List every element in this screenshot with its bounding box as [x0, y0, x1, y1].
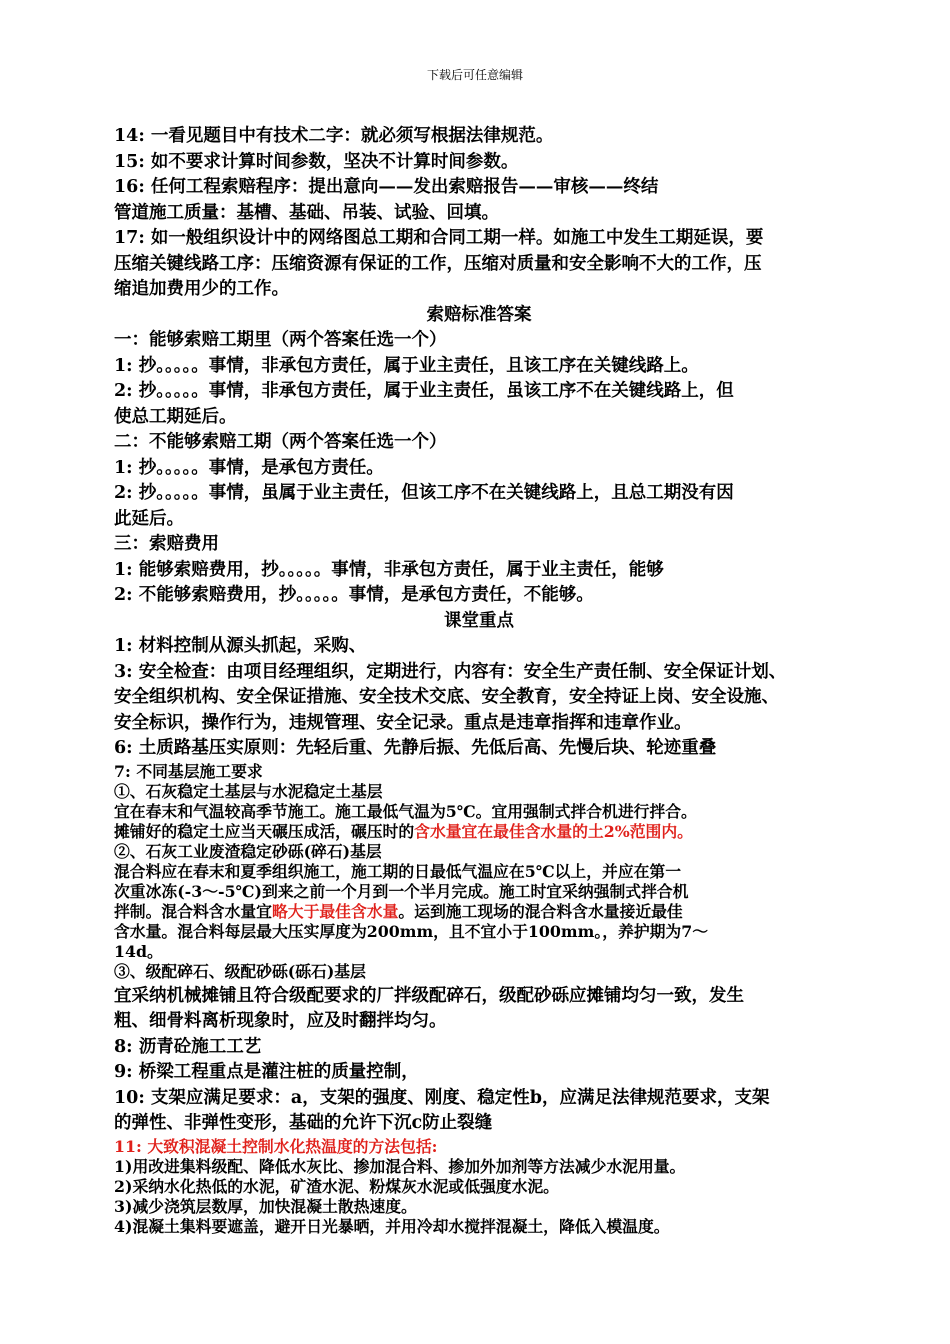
- text-line: 宜采纳机械摊铺且符合级配要求的厂拌级配碎石，级配砂砾应摊铺均匀一致，发生: [114, 985, 744, 1006]
- text-line: ②、石灰工业废渣稳定砂砾(碎石)基层: [114, 841, 382, 861]
- document-body: [114, 124, 844, 1237]
- text-line: 10: 支架应满足要求：a，支架的强度、刚度、稳定性b，应满足法律规范要求，支架: [114, 1087, 770, 1108]
- text-line: 3)减少浇筑层数厚，加快混凝土散热速度。: [114, 1196, 417, 1216]
- section-heading: 索赔标准答案: [426, 304, 532, 325]
- text-line: 二：不能够索赔工期（两个答案任选一个）: [114, 432, 447, 452]
- text-line: 压缩关键线路工序：压缩资源有保证的工作，压缩对质量和安全影响不大的工作，压: [114, 253, 762, 274]
- text-line: 三：索赔费用: [114, 534, 219, 554]
- text-line: 一：能够索赔工期里（两个答案任选一个）: [114, 330, 447, 350]
- text-line: 使总工期延后。: [114, 406, 237, 427]
- highlight-heading: 11: 大致积混凝土控制水化热温度的方法包括:: [114, 1136, 438, 1156]
- text-line: 15: 如不要求计算时间参数，坚决不计算时间参数。: [114, 151, 519, 172]
- text-line: 安全标识，操作行为，违规管理、安全记录。重点是违章指挥和违章作业。: [114, 712, 692, 733]
- text-line: 的弹性、非弹性变形，基础的允许下沉c防止裂缝: [114, 1113, 493, 1133]
- text-line: ③、级配碎石、级配砂砾(砾石)基层: [114, 961, 366, 981]
- text-line: 1: 能够索赔费用，抄。。。。。事情，非承包方责任，属于业主责任，能够: [114, 559, 664, 580]
- text-line: 2: 抄。。。。。事情，非承包方责任，属于业主责任，虽该工序不在关键线路上，但: [114, 381, 734, 401]
- text-line: 6: 土质路基压实原则：先轻后重、先静后振、先低后高、先慢后块、轮迹重叠: [114, 738, 717, 758]
- text-line: 混合料应在春末和夏季组织施工，施工期的日最低气温应在5℃以上，并应在第一: [114, 861, 682, 881]
- text-line: [114, 822, 844, 842]
- text-line: 17: 如一般组织设计中的网络图总工期和合同工期一样。如施工中发生工期延误，要: [114, 228, 764, 248]
- text-line: 管道施工质量：基槽、基础、吊装、试验、回填。: [114, 202, 499, 223]
- text-line: 缩追加费用少的工作。: [114, 279, 289, 299]
- text-line: 16: 任何工程索赔程序：提出意向——发出索赔报告——审核——终结: [114, 177, 659, 197]
- text-line: 1: 抄。。。。。事情，非承包方责任，属于业主责任，且该工序在关键线路上。: [114, 355, 699, 376]
- text-line: 3: 安全检查：由项目经理组织，定期进行，内容有：安全生产责任制、安全保证计划、: [114, 661, 787, 682]
- text-line: 2: 抄。。。。。事情，虽属于业主责任，但该工序不在关键线路上，且总工期没有因: [114, 483, 734, 503]
- text-line: 次重冰冻(-3～-5℃)到来之前一个月到一个半月完成。施工时宜采纳强制式拌合机: [114, 881, 689, 901]
- text-segment: 摊铺好的稳定土应当天碾压成活，碾压时的: [114, 821, 415, 841]
- highlight-text: 含水量宜在最佳含水量的土2%范围内。: [414, 821, 693, 841]
- text-line: 安全组织机构、安全保证措施、安全技术交底、安全教育，安全持证上岗、安全设施、: [114, 687, 779, 707]
- text-line: 2)采纳水化热低的水泥，矿渣水泥、粉煤灰水泥或低强度水泥。: [114, 1176, 559, 1196]
- text-line: 粗、细骨料离析现象时，应及时翻拌均匀。: [114, 1011, 447, 1031]
- section-heading: 课堂重点: [444, 610, 514, 631]
- highlight-text: 略大于最佳含水量: [271, 901, 399, 921]
- text-line: 14d。: [114, 941, 163, 961]
- text-line: 1: 材料控制从源头抓起，采购、: [114, 636, 367, 656]
- text-line: 9: 桥梁工程重点是灌注桩的质量控制，: [114, 1062, 419, 1082]
- text-segment: 拌制。混合料含水量宜: [114, 901, 272, 921]
- text-line: 含水量。混合料每层最大压实厚度为200mm，且不宜小于100mm。，养护期为7～: [114, 921, 709, 941]
- text-line: 14: 一看见题目中有技术二字：就必须写根据法律规范。: [114, 126, 554, 146]
- text-line: ①、石灰稳定土基层与水泥稳定土基层: [114, 781, 383, 801]
- text-line: 1: 抄。。。。。事情，是承包方责任。: [114, 457, 384, 478]
- page-header: 下载后可任意编辑: [426, 68, 523, 82]
- text-line: 2: 不能够索赔费用，抄。。。。。事情，是承包方责任，不能够。: [114, 585, 594, 605]
- text-line: 4)混凝土集料要遮盖，避开日光暴晒，并用冷却水搅拌混凝土，降低入模温度。: [114, 1216, 670, 1236]
- text-line: [114, 902, 844, 922]
- text-line: 8: 沥青砼施工工艺: [114, 1036, 262, 1057]
- text-segment: 。运到施工现场的混合料含水量接近最佳: [398, 901, 683, 921]
- text-line: 此延后。: [114, 508, 184, 529]
- text-line: 宜在春末和气温较高季节施工。施工最低气温为5℃。宜用强制式拌合机进行拌合。: [114, 801, 697, 821]
- text-line: 7: 不同基层施工要求: [114, 761, 263, 781]
- text-line: 1)用改进集料级配、降低水灰比、掺加混合料、掺加外加剂等方法减少水泥用量。: [114, 1156, 686, 1176]
